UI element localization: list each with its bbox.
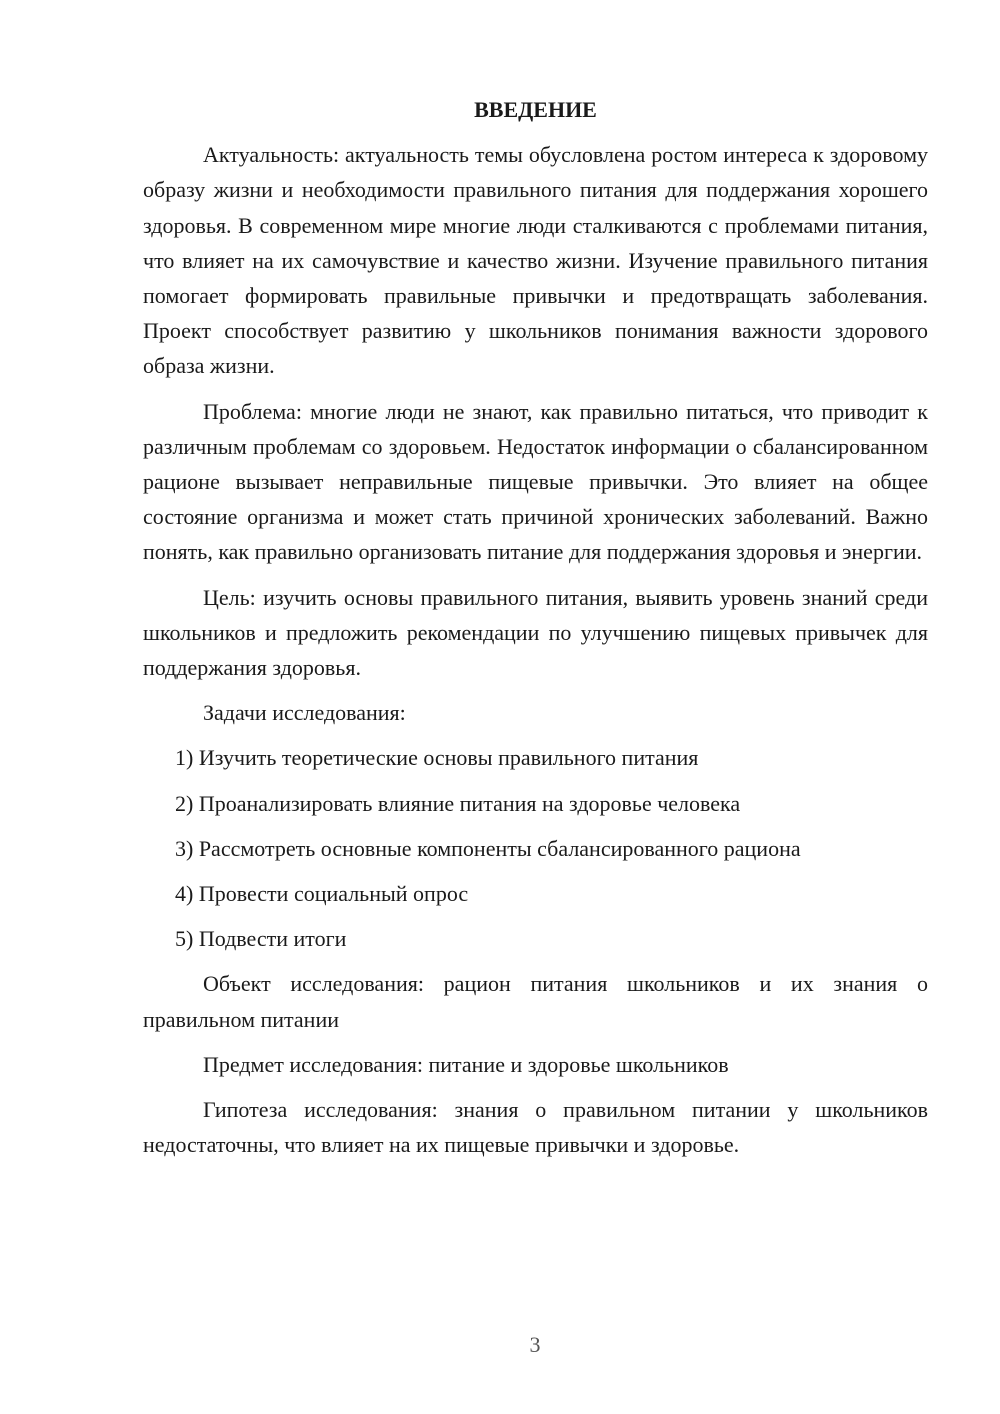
tasks-list: [143, 740, 928, 956]
task-item: 5) Подвести итоги: [175, 926, 347, 952]
task-item: 4) Провести социальный опрос: [175, 881, 469, 907]
section-title: ВВЕДЕНИЕ: [474, 97, 597, 122]
relevance-paragraph: Актуальность: актуальность темы обусловлена ростом интереса к здоровому образу жизни и необходимости правильного питания для поддержания хорошего здоровья. В современном мире многие люди сталкиваются с проблемами питания, что влияет на их самочувствие и качество жизни. Изучение правильного питания помогает формировать правильные привычки и предотвращать заболевания. Проект способствует развитию у школьников понимания важности здорового образа жизни.: [143, 142, 928, 379]
task-item: 3) Рассмотреть основные компоненты сбалансированного рациона: [175, 835, 801, 861]
subject-paragraph: Предмет исследования: питание и здоровье школьников: [203, 1051, 729, 1077]
task-item: 2) Проанализировать влияние питания на здоровье человека: [175, 790, 741, 816]
page-number: 3: [529, 1332, 541, 1357]
tasks-heading: Задачи исследования:: [203, 700, 406, 726]
goal-paragraph: Цель: изучить основы правильного питания, выявить уровень знаний среди школьников и предложить рекомендации по улучшению пищевых привычек для поддержания здоровья.: [143, 584, 928, 681]
object-paragraph: Объект исследования: рацион питания школьников и их знания о правильном питании: [143, 971, 928, 1032]
hypothesis-paragraph: Гипотеза исследования: знания о правильном питании у школьников недостаточны, что влияет на их пищевые привычки и здоровье.: [143, 1097, 928, 1158]
problem-paragraph: Проблема: многие люди не знают, как правильно питаться, что приводит к различным проблемам со здоровьем. Недостаток информации о сбалансированном рационе вызывает неправильные пищевые привычки. Это влияет на общее состояние организма и может стать причиной хронических заболеваний. Важно понять, как правильно организовать питание для поддержания здоровья и энергии.: [143, 398, 928, 565]
task-item: 1) Изучить теоретические основы правильного питания: [175, 745, 699, 771]
document-page: [143, 92, 928, 1172]
